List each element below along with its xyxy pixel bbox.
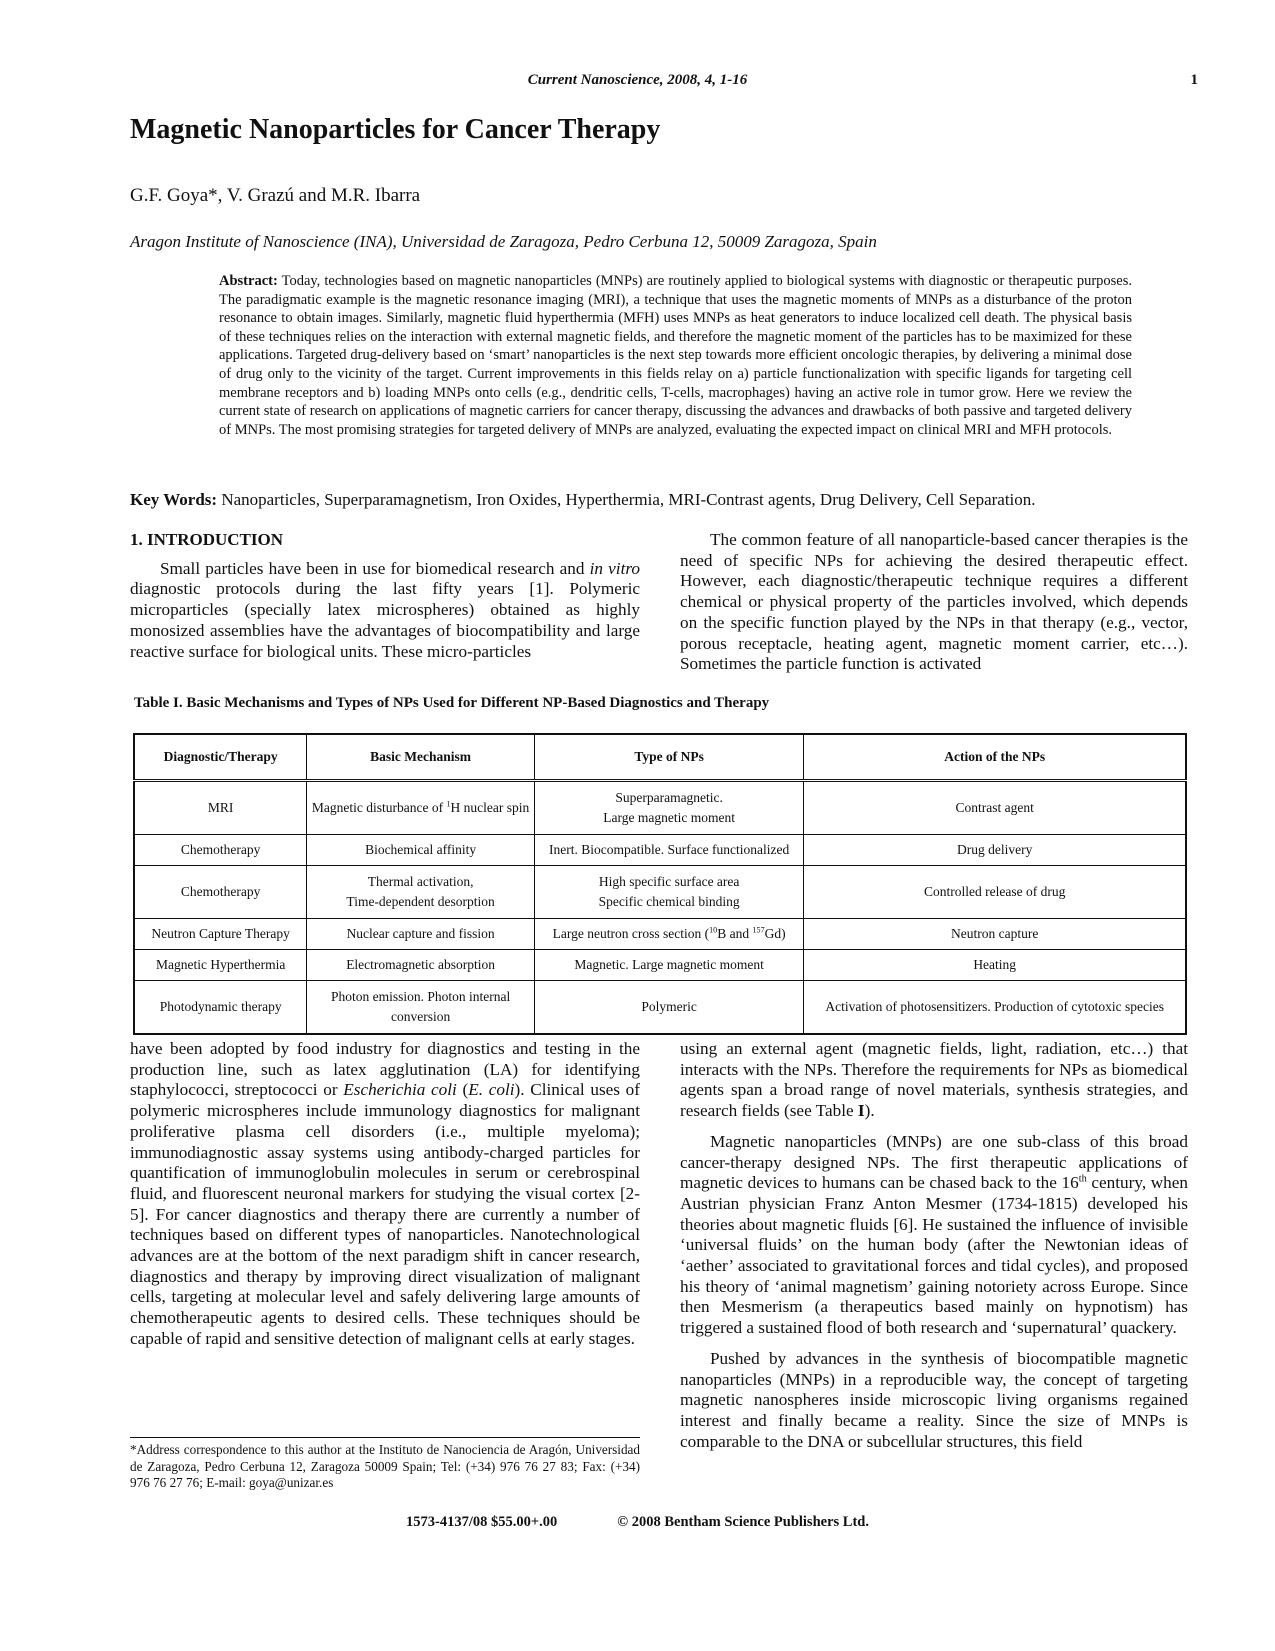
superscript: 10 <box>709 925 718 935</box>
journal-name: Current Nanoscience <box>527 72 660 88</box>
keywords <box>130 490 1180 510</box>
body-paragraph <box>680 1039 1188 1122</box>
table-row <box>134 866 1186 919</box>
table-cell: Activation of photosensitizers. Production of cytotoxic species <box>804 981 1186 1035</box>
table-row <box>134 981 1186 1035</box>
intro-paragraph-right: The common feature of all nanoparticle-based cancer therapies is the need of specific NPs for achieving the desired therapeutic effect. However, each diagnostic/therapeutic technique requires a different chemical or physical property of the particles involved, which depends on the specific function played by the NPs in that therapy (e.g., vector, porous receptacle, heating agent, magnetic moment carrier, etc…). Sometimes the particle function is activated <box>680 530 1188 674</box>
text-line: High specific surface area <box>598 874 740 889</box>
text-run: ( <box>456 1080 469 1100</box>
table-cell: Photodynamic therapy <box>134 981 307 1035</box>
intro-column-left <box>130 530 640 662</box>
text-run: H nuclear spin <box>450 800 530 815</box>
table-header-cell: Action of the NPs <box>804 734 1186 781</box>
body-column-left <box>130 1039 640 1350</box>
table-cell: Photon emission. Photon internal conversion <box>307 981 535 1035</box>
table-cell: MRI <box>134 781 307 835</box>
table-cell: Chemotherapy <box>134 866 307 919</box>
abstract-label: Abstract: <box>219 273 278 289</box>
table-cell: Polymeric <box>534 981 804 1035</box>
superscript: 157 <box>752 925 765 935</box>
text-run: diagnostic protocols during the last fifty years [1]. Polymeric microparticles (specially latex microspheres) obtained as highly monosized assemblies have the advantages of biocompatibility and large reactive surface for biological units. These micro-particles <box>130 579 640 661</box>
paper-title: Magnetic Nanoparticles for Cancer Therapy <box>130 114 661 145</box>
table-cell: Contrast agent <box>804 781 1186 835</box>
body-column-right <box>680 1039 1188 1452</box>
table-header-cell: Type of NPs <box>534 734 804 781</box>
table-cell: Chemotherapy <box>134 835 307 866</box>
journal-year: 2008 <box>667 72 698 88</box>
table-cell <box>534 919 804 950</box>
text-line: Thermal activation, <box>367 874 474 889</box>
superscript: 1 <box>446 799 451 809</box>
text-run: ). Clinical uses of polymeric microspheres include immunology diagnostics for malignant proliferative plasma cell disorders (i.e., multiple myeloma); immunodiagnostic assay systems using antibody-charged particles for quantification of immunoglobulin molecules in serum or cerebrospinal fluid, and fluorescent neuronal markers for studying the visual cortex [2-5]. For cancer diagnostics and therapy there are currently a number of techniques based on different types of nanoparticles. Nanotechnological advances are at the bottom of the next paradigm shift in cancer research, diagnostics and therapy by improving direct visualization of malignant cells, targeting at molecular level and safely delivering large amounts of chemotherapeutic agents to desired cells. These techniques should be capable of rapid and sensitive detection of malignant cells at early stages. <box>130 1080 640 1348</box>
abstract-text: Today, technologies based on magnetic nanoparticles (MNPs) are routinely applied to biological systems with diagnostic or therapeutic purposes. The paradigmatic example is the magnetic resonance imaging (MRI), a technique that uses the magnetic moments of MNPs as a disturbance of the proton resonance to obtain images. Similarly, magnetic fluid hyperthermia (MFH) uses MNPs as heat generators to induce localized cell death. The physical basis of these techniques relies on the interaction with external magnetic fields, and therefore the magnetic moment of the particles has to be maximized for these applications. Targeted drug-delivery based on ‘smart’ nanoparticles is the next step towards more efficient oncologic therapies, by delivering a minimal dose of drug only to the vicinity of the target. Current improvements in this fields relay on a) particle functionalization with specific ligands for targeting cell membrane receptors and b) loading MNPs onto cells (e.g., dendritic cells, T-cells, macrophages) having an active role in tumor grow. Here we review the current state of research on applications of magnetic carriers for cancer therapy, discussing the advances and drawbacks of both passive and targeted delivery of MNPs. The most promising strategies for targeted delivery of MNPs are analyzed, evaluating the expected impact on clinical MRI and MFH protocols. <box>219 273 1133 438</box>
keywords-label: Key Words: <box>130 490 218 509</box>
footnote-divider <box>130 1437 640 1438</box>
table-cell <box>534 781 804 835</box>
journal-header: Current Nanoscience, 2008, 4, 1-16 <box>527 72 748 88</box>
table-header-cell: Basic Mechanism <box>307 734 535 781</box>
table-header-row <box>134 734 1186 781</box>
page-footer <box>0 1514 1275 1531</box>
table-cell: Controlled release of drug <box>804 866 1186 919</box>
table-cell: Nuclear capture and fission <box>307 919 535 950</box>
abstract <box>219 272 1132 439</box>
body-paragraph: Pushed by advances in the synthesis of biocompatible magnetic nanoparticles (MNPs) in a reproducible way, the concept of targeting magnetic nanospheres inside microscopic living organisms regained interest and finally became a reality. Since the size of MNPs is comparable to the DNA or subcellular structures, this field <box>680 1348 1188 1451</box>
italic-run: in vitro <box>589 558 640 578</box>
superscript: th <box>1078 1173 1087 1185</box>
table-cell: Neutron Capture Therapy <box>134 919 307 950</box>
table-cell: Magnetic. Large magnetic moment <box>534 950 804 981</box>
table-cell: Heating <box>804 950 1186 981</box>
text-run: Small particles have been in use for biomedical research and <box>160 558 590 578</box>
text-run: have been adopted by food industry for diagnostics and testing in the production line, such as latex agglutination (LA) for identifying staphylococci, streptococci or <box>130 1039 640 1100</box>
text-run: B and <box>717 926 753 941</box>
text-line: Specific chemical binding <box>598 894 740 909</box>
table-cell <box>534 866 804 919</box>
table-header-cell: Diagnostic/Therapy <box>134 734 307 781</box>
table-cell: Biochemical affinity <box>307 835 535 866</box>
issn-price: 1573-4137/08 $55.00+.00 <box>406 1514 558 1530</box>
copyright: © 2008 Bentham Science Publishers Ltd. <box>617 1514 869 1530</box>
text-run: using an external agent (magnetic fields, light, radiation, etc…) that interacts with the NPs. Therefore the requirements for NPs as biomedical agents span a broad range of novel materials, synthesis strategies, and research fields (see Table <box>680 1039 1188 1121</box>
table-cell: Neutron capture <box>804 919 1186 950</box>
keywords-text: Nanoparticles, Superparamagnetism, Iron Oxides, Hyperthermia, MRI-Contrast agents, Drug Delivery, Cell Separation. <box>221 490 1036 509</box>
table-cell <box>307 781 535 835</box>
table-cell: Drug delivery <box>804 835 1186 866</box>
text-run: Magnetic disturbance of <box>311 800 447 815</box>
section-heading: 1. INTRODUCTION <box>130 530 284 549</box>
affiliation: Aragon Institute of Nanoscience (INA), Universidad de Zaragoza, Pedro Cerbuna 12, 50009 Zaragoza, Spain <box>130 232 877 251</box>
italic-run: E. coli <box>468 1080 515 1100</box>
table-cell: Inert. Biocompatible. Surface functionalized <box>534 835 804 866</box>
table-caption: Table I. Basic Mechanisms and Types of NPs Used for Different NP-Based Diagnostics and Therapy <box>134 695 770 711</box>
mechanisms-table <box>133 733 1187 1035</box>
text-line: Large magnetic moment <box>603 810 735 825</box>
page-number: 1 <box>1190 72 1198 88</box>
table-cell: Electromagnetic absorption <box>307 950 535 981</box>
table-row <box>134 950 1186 981</box>
correspondence-footnote: *Address correspondence to this author at the Instituto de Nanociencia de Aragón, Universidad de Zaragoza, Pedro Cerbuna 12, Zaragoza 50009 Spain; Tel: (+34) 976 76 27 83; Fax: (+34) 976 76 27 76; E-mail: goya@unizar.es <box>130 1442 640 1490</box>
bold-run: I <box>857 1101 865 1121</box>
body-paragraph <box>680 1132 1188 1339</box>
journal-pages: 1-16 <box>719 72 748 88</box>
authors: G.F. Goya*, V. Grazú and M.R. Ibarra <box>130 185 421 206</box>
text-run: century, when Austrian physician Franz Anton Mesmer (1734-1815) developed his theories about magnetic fluids [6]. He sustained the influence of invisible ‘universal fluids’ on the human body (after the Newtonian ideas of ‘aether’ associated to gravitational forces and tidal cycles), and proposed his theory of ‘animal magnetism’ gaining notoriety across Europe. Since then Mesmerism (a therapeutics based mainly on hypnotism) has triggered a sustained flood of both research and ‘supernatural’ quackery. <box>680 1173 1188 1338</box>
journal-volume: 4 <box>704 72 713 88</box>
table-cell <box>307 866 535 919</box>
text-run: Large neutron cross section ( <box>552 926 710 941</box>
body-paragraph <box>130 1039 640 1350</box>
text-run: ). <box>864 1101 875 1121</box>
intro-paragraph <box>130 559 640 663</box>
table-row <box>134 919 1186 950</box>
table-row <box>134 781 1186 835</box>
intro-column-right <box>680 530 1188 675</box>
text-line: Time-dependent desorption <box>346 894 495 909</box>
table-row <box>134 835 1186 866</box>
italic-run: Escherichia coli <box>343 1080 457 1100</box>
text-run: Gd) <box>764 926 786 941</box>
text-line: Superparamagnetic. <box>615 790 723 805</box>
table-cell: Magnetic Hyperthermia <box>134 950 307 981</box>
text-run: Magnetic nanoparticles (MNPs) are one sub-class of this broad cancer-therapy designed NPs. The first therapeutic applications of magnetic devices to humans can be chased back to the 16 <box>680 1131 1188 1193</box>
